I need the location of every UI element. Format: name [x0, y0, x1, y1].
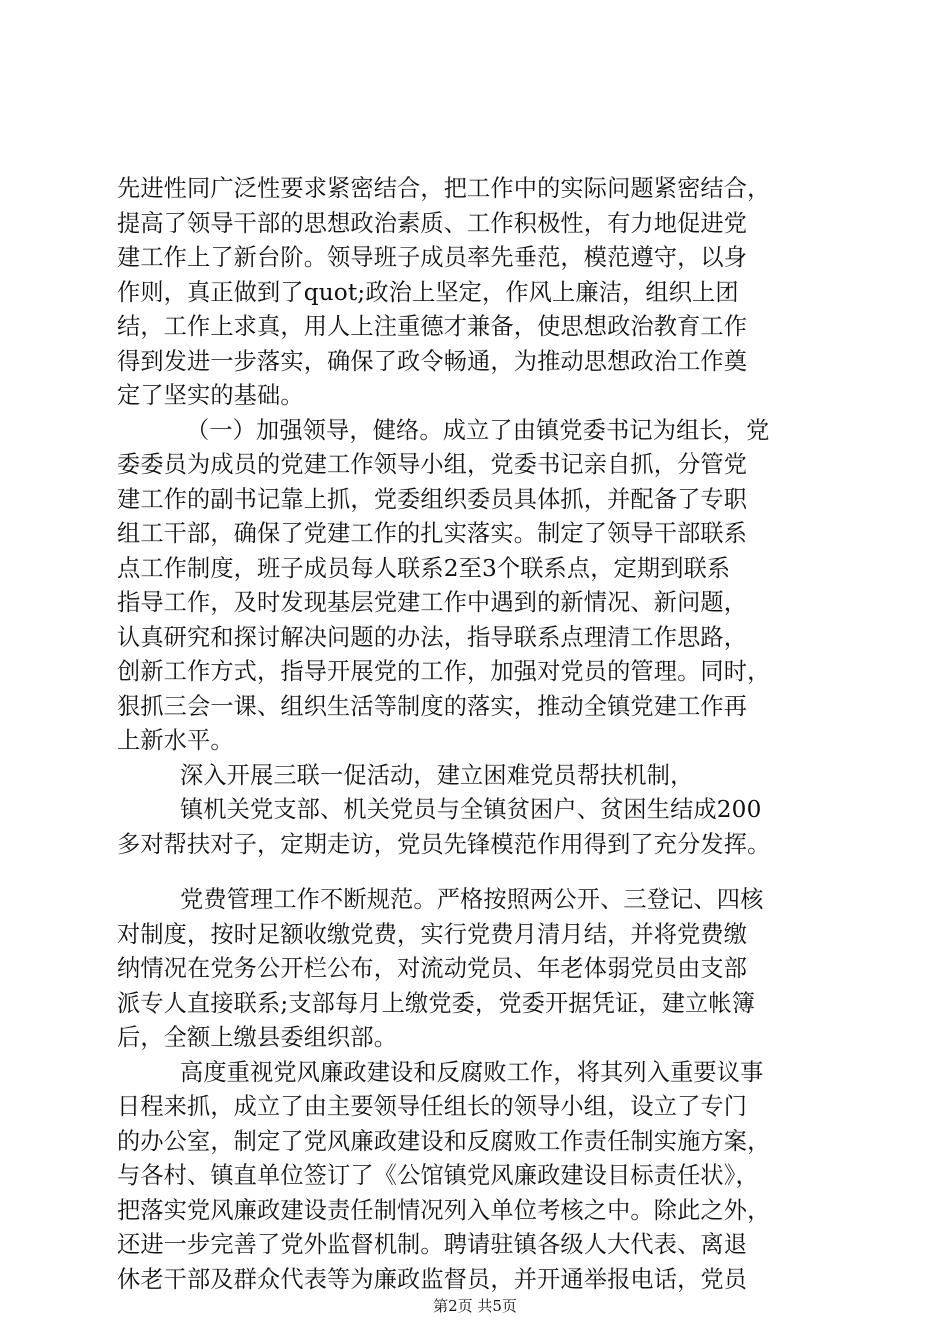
- text-line: 认真研究和探讨解决问题的办法，指导联系点理清工作思路，: [117, 624, 748, 651]
- text-line: 的办公室，制定了党风廉政建设和反腐败工作责任制实施方案，: [117, 1128, 771, 1155]
- text-line: （一）加强领导，健络。成立了由镇党委书记为组长，党: [186, 417, 770, 444]
- text-line: 得到发进一步落实，确保了政令畅通，为推动思想政治工作奠: [117, 348, 748, 375]
- text-line: 委委员为成员的党建工作领导小组，党委书记亲自抓，分管党: [117, 451, 748, 478]
- text-line: 狠抓三会一课、组织生活等制度的落实，推动全镇党建工作再: [117, 693, 748, 720]
- text-line: 结，工作上求真，用人上注重德才兼备，使思想政治教育工作: [117, 313, 748, 340]
- text-line: 高度重视党风廉政建设和反腐败工作，将其列入重要议事: [180, 1059, 764, 1086]
- text-line: 休老干部及群众代表等为廉政监督员，并开通举报电话，党员: [117, 1266, 748, 1293]
- text-line: 日程来抓，成立了由主要领导任组长的领导小组，设立了专门: [117, 1093, 748, 1120]
- text-line: 指导工作，及时发现基层党建工作中遇到的新情况、新问题，: [117, 589, 748, 616]
- page-number-footer: 第2页 共5页: [433, 1297, 517, 1315]
- text-line: 提高了领导干部的思想政治素质、工作积极性，有力地促进党: [117, 210, 748, 237]
- text-line: 建工作上了新台阶。领导班子成员率先垂范，模范遵守，以身: [117, 244, 748, 271]
- text-line: 与各村、镇直单位签订了《公馆镇党风廉政建设目标责任状》，: [117, 1162, 759, 1189]
- text-line: 把落实党风廉政建设责任制情况列入单位考核之中。除此之外，: [117, 1197, 771, 1224]
- text-line: 对制度，按时足额收缴党费，实行党费月清月结，并将党费缴: [117, 921, 748, 948]
- text-line: 镇机关党支部、机关党员与全镇贫困户、贫困生结成200: [180, 796, 762, 823]
- text-line: 还进一步完善了党外监督机制。聘请驻镇各级人大代表、离退: [117, 1231, 748, 1258]
- text-line: 深入开展三联一促活动，建立困难党员帮扶机制，: [180, 762, 694, 789]
- text-line: 定了坚实的基础。: [117, 382, 304, 409]
- text-line: 点工作制度，班子成员每人联系2至3个联系点，定期到联系: [117, 555, 731, 582]
- text-line: 上新水平。: [117, 727, 234, 754]
- text-line: 创新工作方式，指导开展党的工作，加强对党员的管理。同时，: [117, 658, 771, 685]
- text-line: 党费管理工作不断规范。严格按照两公开、三登记、四核: [180, 886, 764, 913]
- text-line: 先进性同广泛性要求紧密结合，把工作中的实际问题紧密结合，: [117, 175, 771, 202]
- text-line: 建工作的副书记靠上抓，党委组织委员具体抓，并配备了专职: [117, 486, 748, 513]
- text-line: 派专人直接联系;支部每月上缴党委，党委开据凭证，建立帐簿: [117, 990, 756, 1017]
- text-line: 后，全额上缴县委组织部。: [117, 1024, 398, 1051]
- text-line: 组工干部，确保了党建工作的扎实落实。制定了领导干部联系: [117, 520, 748, 547]
- text-line: 纳情况在党务公开栏公布，对流动党员、年老体弱党员由支部: [117, 955, 748, 982]
- text-line: 作则，真正做到了quot;政治上坚定，作风上廉洁，组织上团: [117, 279, 739, 306]
- text-line: 多对帮扶对子，定期走访，党员先锋模范作用得到了充分发挥。: [117, 831, 771, 858]
